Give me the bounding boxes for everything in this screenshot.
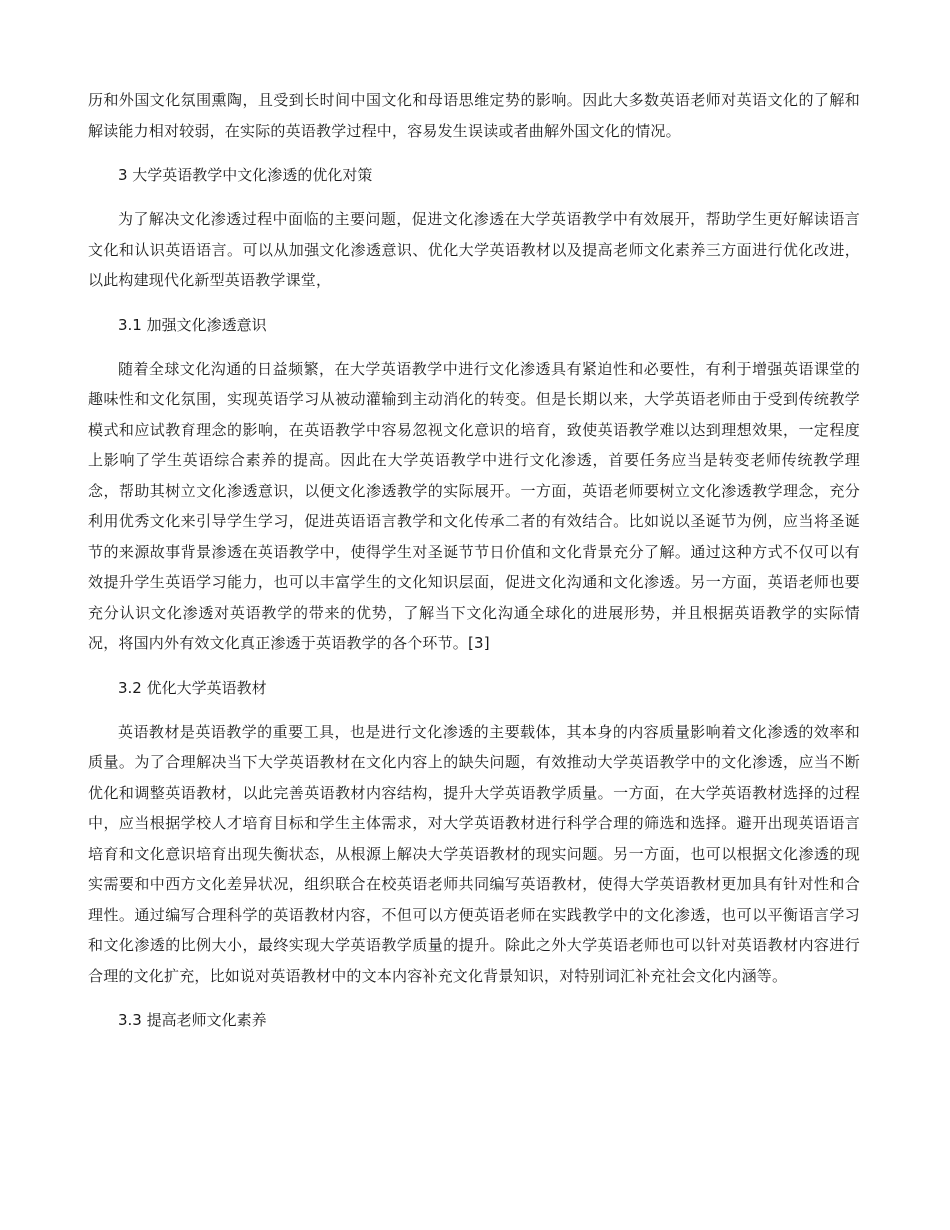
document-page: [88, 85, 860, 1049]
section-heading-3: 3 大学英语教学中文化渗透的优化对策: [118, 166, 373, 184]
subsection-heading-3-3: 3.3 提高老师文化素养: [118, 1011, 267, 1029]
body-paragraph-continued: 历和外国文化氛围熏陶，且受到长时间中国文化和母语思维定势的影响。因此大多数英语老师对英语文化的了解和解读能力相对较弱，在实际的英语教学过程中，容易发生误读或者曲解外国文化的情况。: [88, 91, 860, 140]
body-paragraph-3-1: 随着全球文化沟通的日益频繁，在大学英语教学中进行文化渗透具有紧迫性和必要性，有利于增强英语课堂的趣味性和文化氛围，实现英语学习从被动灌输到主动消化的转变。但是长期以来，大学英语老师由于受到传统教学模式和应试教育理念的影响，在英语教学中容易忽视文化意识的培育，致使英语教学难以达到理想效果，一定程度上影响了学生英语综合素养的提高。因此在大学英语教学中进行文化渗透，首要任务应当是转变老师传统教学理念，帮助其树立文化渗透意识，以便文化渗透教学的实际展开。一方面，英语老师要树立文化渗透教学理念，充分利用优秀文化来引导学生学习，促进英语语言教学和文化传承二者的有效结合。比如说以圣诞节为例，应当将圣诞节的来源故事背景渗透在英语教学中，使得学生对圣诞节节日价值和文化背景充分了解。通过这种方式不仅可以有效提升学生英语学习能力，也可以丰富学生的文化知识层面，促进文化沟通和文化渗透。另一方面，英语老师也要充分认识文化渗透对英语教学的带来的优势，了解当下文化沟通全球化的进展形势，并且根据英语教学的实际情况，将国内外有效文化真正渗透于英语教学的各个环节。[3]: [88, 359, 860, 652]
body-paragraph-3-2: 英语教材是英语教学的重要工具，也是进行文化渗透的主要载体，其本身的内容质量影响着文化渗透的效率和质量。为了合理解决当下大学英语教材在文化内容上的缺失问题，有效推动大学英语教学中的文化渗透，应当不断优化和调整英语教材，以此完善英语教材内容结构，提升大学英语教学质量。一方面，在大学英语教材选择的过程中，应当根据学校人才培育目标和学生主体需求，对大学英语教材进行科学合理的筛选和选择。避开出现英语语言培育和文化意识培育出现失衡状态，从根源上解决大学英语教材的现实问题。另一方面，也可以根据文化渗透的现实需要和中西方文化差异状况，组织联合在校英语老师共同编写英语教材，使得大学英语教材更加具有针对性和合理性。通过编写合理科学的英语教材内容，不但可以方便英语老师在实践教学中的文化渗透，也可以平衡语言学习和文化渗透的比例大小，最终实现大学英语教学质量的提升。除此之外大学英语老师也可以针对英语教材内容进行合理的文化扩充，比如说对英语教材中的文本内容补充文化背景知识，对特别词汇补充社会文化内涵等。: [88, 722, 860, 985]
body-paragraph-intro: 为了解决文化渗透过程中面临的主要问题，促进文化渗透在大学英语教学中有效展开，帮助学生更好解读语言文化和认识英语语言。可以从加强文化渗透意识、优化大学英语教材以及提高老师文化素养三方面进行优化改进，以此构建现代化新型英语教学课堂，: [88, 210, 860, 289]
subsection-heading-3-1: 3.1 加强文化渗透意识: [118, 315, 267, 334]
subsection-heading-3-2: 3.2 优化大学英语教材: [118, 678, 267, 697]
